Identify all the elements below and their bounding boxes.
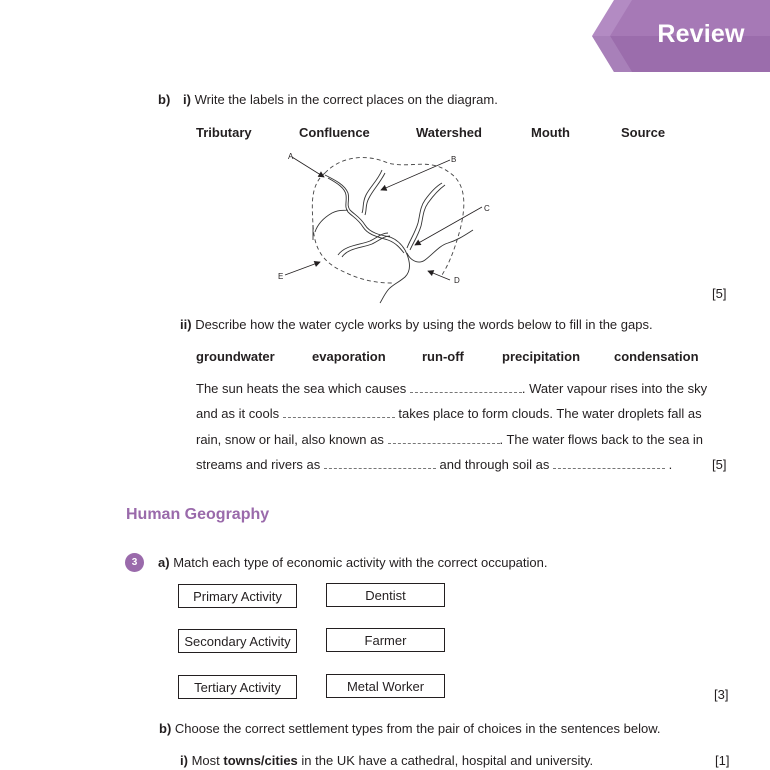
paragraph-line-1 bbox=[196, 381, 707, 396]
label-word-source: Source bbox=[621, 125, 666, 140]
paragraph-text: and as it cools bbox=[196, 406, 280, 421]
paragraph-text: . The water flows back to the sea in bbox=[499, 432, 704, 447]
word-bank-groundwater: groundwater bbox=[196, 349, 275, 364]
sentence-post: in the UK have a cathedral, hospital and university. bbox=[301, 753, 594, 768]
marker-a: A bbox=[288, 152, 294, 161]
settlement-choice[interactable]: towns/cities bbox=[223, 753, 298, 768]
occupation-label: Metal Worker bbox=[346, 678, 425, 694]
part-a-label: a) bbox=[158, 555, 170, 570]
part-b-ii-instruction bbox=[180, 317, 653, 332]
leader-a bbox=[292, 157, 324, 177]
occupation-label: Dentist bbox=[365, 587, 406, 603]
q3-b-instruction bbox=[159, 721, 661, 736]
activity-label: Primary Activity bbox=[193, 588, 282, 604]
q3-a-instruction bbox=[158, 555, 547, 570]
leader-b bbox=[381, 160, 450, 190]
label-word-watershed: Watershed bbox=[416, 125, 482, 140]
marker-e: E bbox=[278, 272, 284, 281]
marks-b-i: [5] bbox=[712, 286, 727, 301]
sub-i-text: Write the labels in the correct places on the diagram. bbox=[194, 92, 498, 107]
part-b-label: b) bbox=[159, 721, 172, 736]
review-label: Review bbox=[657, 20, 745, 48]
blank-2[interactable] bbox=[283, 407, 395, 418]
river-network bbox=[313, 170, 473, 303]
sub-i-label: i) bbox=[180, 753, 188, 768]
marker-b: B bbox=[451, 155, 457, 164]
activity-box-tertiary[interactable] bbox=[178, 675, 297, 699]
marker-d: D bbox=[454, 276, 460, 285]
occupation-box-metal-worker[interactable] bbox=[326, 674, 445, 698]
paragraph-line-2 bbox=[196, 406, 702, 421]
sub-ii-label: ii) bbox=[180, 317, 192, 332]
part-b-label: b) bbox=[158, 92, 171, 107]
sub-ii-text: Describe how the water cycle works by using the words below to fill in the gaps. bbox=[195, 317, 653, 332]
paragraph-text: takes place to form clouds. The water droplets fall as bbox=[398, 406, 702, 421]
watershed-boundary bbox=[312, 158, 464, 283]
paragraph-line-3 bbox=[196, 432, 703, 447]
paragraph-text: streams and rivers as bbox=[196, 457, 321, 472]
label-word-tributary: Tributary bbox=[196, 125, 252, 140]
blank-3[interactable] bbox=[388, 433, 500, 444]
paragraph-line-4 bbox=[196, 457, 672, 472]
word-bank-run-off: run-off bbox=[422, 349, 464, 364]
blank-5[interactable] bbox=[553, 458, 665, 469]
question-number-badge: 3 bbox=[125, 553, 144, 572]
paragraph-text: . bbox=[668, 457, 673, 472]
sub-i-label: i) bbox=[183, 92, 191, 107]
part-b-text: Choose the correct settlement types from the pair of choices in the sentences below. bbox=[174, 721, 661, 736]
occupation-box-farmer[interactable] bbox=[326, 628, 445, 652]
marks-q3-b-i: [1] bbox=[715, 753, 730, 768]
part-b-i-instruction bbox=[183, 92, 498, 107]
marks-q3-a: [3] bbox=[714, 687, 729, 702]
activity-label: Secondary Activity bbox=[184, 633, 291, 649]
leader-c bbox=[415, 207, 482, 245]
leader-e bbox=[285, 262, 320, 275]
q3-b-i-sentence bbox=[180, 753, 593, 768]
leader-d bbox=[428, 271, 450, 280]
activity-box-secondary[interactable] bbox=[178, 629, 297, 653]
marks-b-ii: [5] bbox=[712, 457, 727, 472]
occupation-label: Farmer bbox=[364, 632, 407, 648]
word-bank-precipitation: precipitation bbox=[502, 349, 581, 364]
blank-1[interactable] bbox=[410, 382, 522, 393]
paragraph-text: . Water vapour rises into the sky bbox=[521, 381, 708, 396]
word-bank-condensation: condensation bbox=[614, 349, 699, 364]
river-basin-diagram bbox=[270, 145, 500, 305]
activity-box-primary[interactable] bbox=[178, 584, 297, 608]
section-title: Human Geography bbox=[126, 506, 270, 523]
blank-4[interactable] bbox=[324, 458, 436, 469]
paragraph-text: The sun heats the sea which causes bbox=[196, 381, 407, 396]
review-banner bbox=[592, 0, 770, 72]
occupation-box-dentist[interactable] bbox=[326, 583, 445, 607]
activity-label: Tertiary Activity bbox=[194, 679, 281, 695]
sentence-pre: Most bbox=[191, 753, 220, 768]
paragraph-text: and through soil as bbox=[439, 457, 550, 472]
label-word-mouth: Mouth bbox=[531, 125, 570, 140]
part-a-text: Match each type of economic activity with the correct occupation. bbox=[173, 555, 548, 570]
label-word-confluence: Confluence bbox=[299, 125, 370, 140]
paragraph-text: rain, snow or hail, also known as bbox=[196, 432, 384, 447]
marker-c: C bbox=[484, 204, 490, 213]
word-bank-evaporation: evaporation bbox=[312, 349, 386, 364]
